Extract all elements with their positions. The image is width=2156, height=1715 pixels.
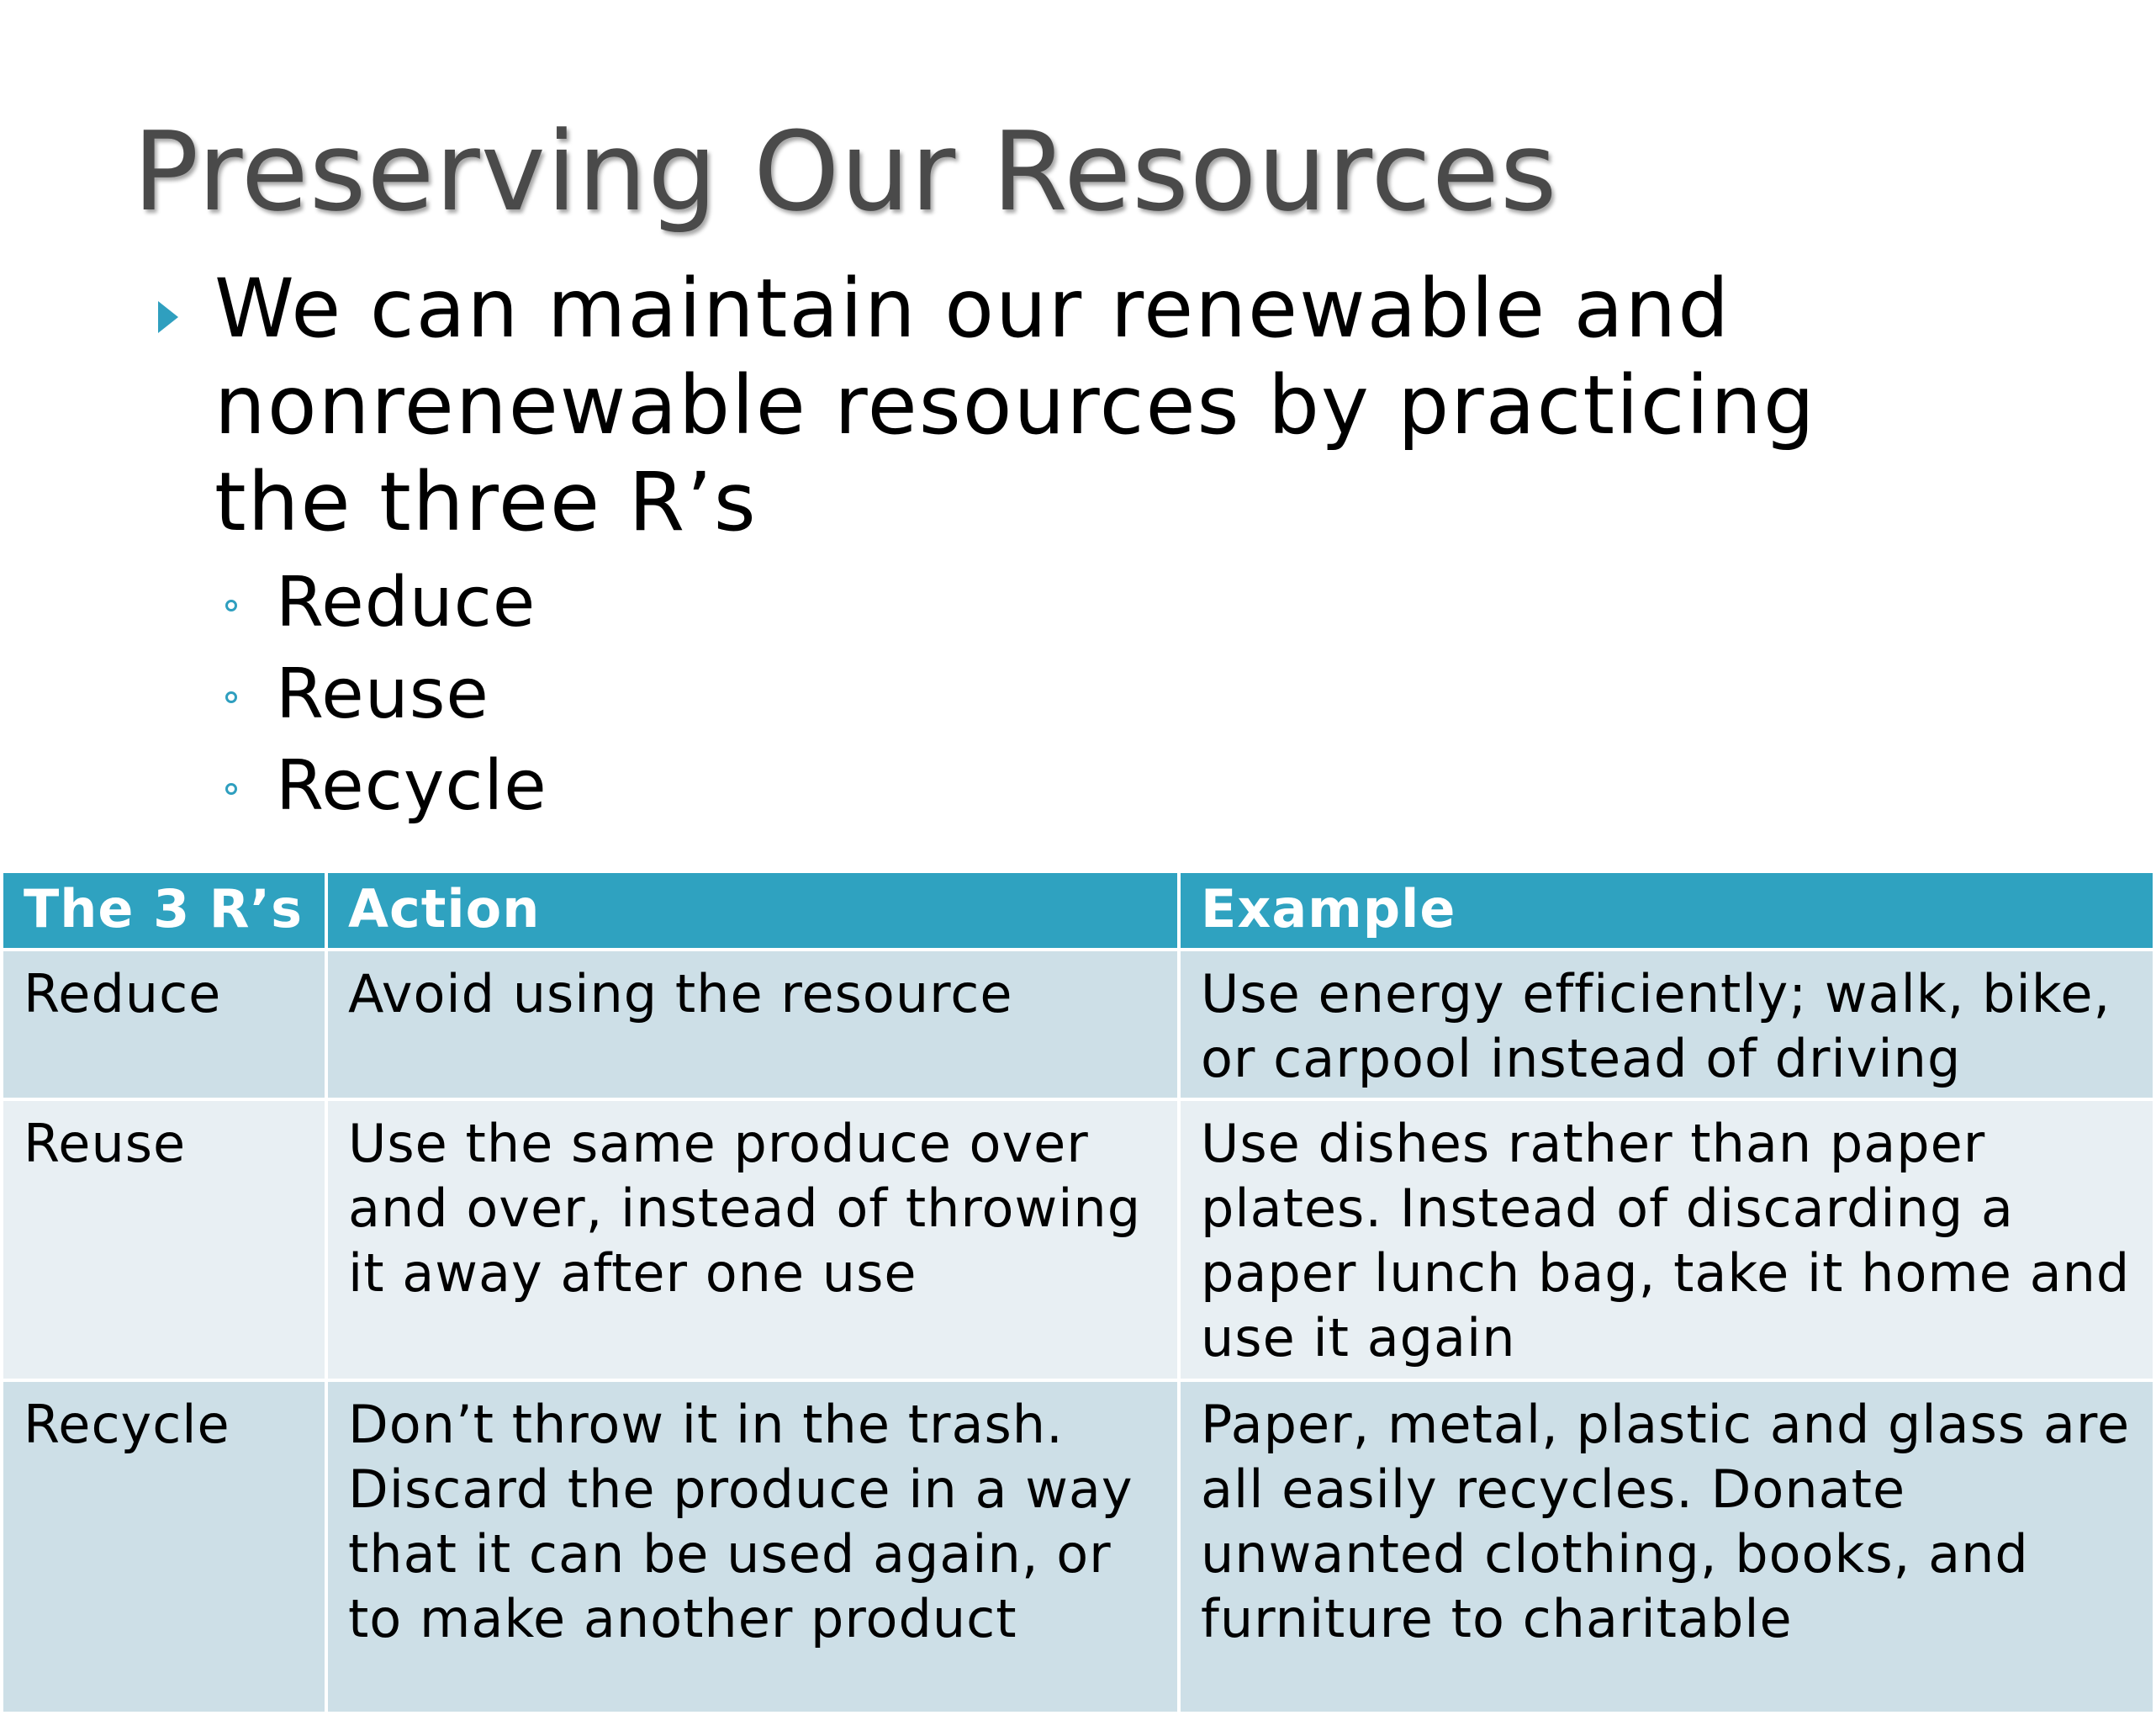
table-row	[2, 1099, 2154, 1380]
cell-example: Use energy efficiently; walk, bike, or carpool instead of driving	[1179, 950, 2154, 1099]
cell-r: Reuse	[2, 1099, 326, 1380]
table-row	[2, 950, 2154, 1099]
cell-action: Avoid using the resource	[326, 950, 1179, 1099]
circle-bullet-icon	[225, 600, 237, 611]
main-bullet-text: We can maintain our renewable and nonrenewable resources by practicing the three R’s	[214, 262, 1816, 549]
circle-bullet-icon	[225, 783, 237, 795]
sub-bullet-label: Reuse	[276, 654, 489, 734]
sub-bullet-label: Recycle	[276, 746, 547, 826]
circle-bullet-icon	[225, 691, 237, 703]
header-cell-example: Example	[1179, 871, 2154, 950]
table-row	[2, 1380, 2154, 1713]
cell-example: Use dishes rather than paper plates. Instead of discarding a paper lunch bag, take it home and use it again	[1179, 1099, 2154, 1380]
header-cell-action: Action	[326, 871, 1179, 950]
cell-r: Recycle	[2, 1380, 326, 1713]
table-header-row	[2, 871, 2154, 950]
slide-title: Preserving Our Resources	[133, 108, 1558, 236]
sub-bullet-label: Reduce	[276, 563, 536, 643]
cell-example: Paper, metal, plastic and glass are all easily recycles. Donate unwanted clothing, books, and furniture to charitable	[1179, 1380, 2154, 1713]
cell-r: Reduce	[2, 950, 326, 1099]
arrow-bullet-icon	[158, 301, 178, 333]
header-cell-rs: The 3 R’s	[2, 871, 326, 950]
three-rs-table	[0, 870, 2156, 1715]
cell-action: Use the same produce over and over, instead of throwing it away after one use	[326, 1099, 1179, 1380]
cell-action: Don’t throw it in the trash. Discard the produce in a way that it can be used again, or to make another product	[326, 1380, 1179, 1713]
